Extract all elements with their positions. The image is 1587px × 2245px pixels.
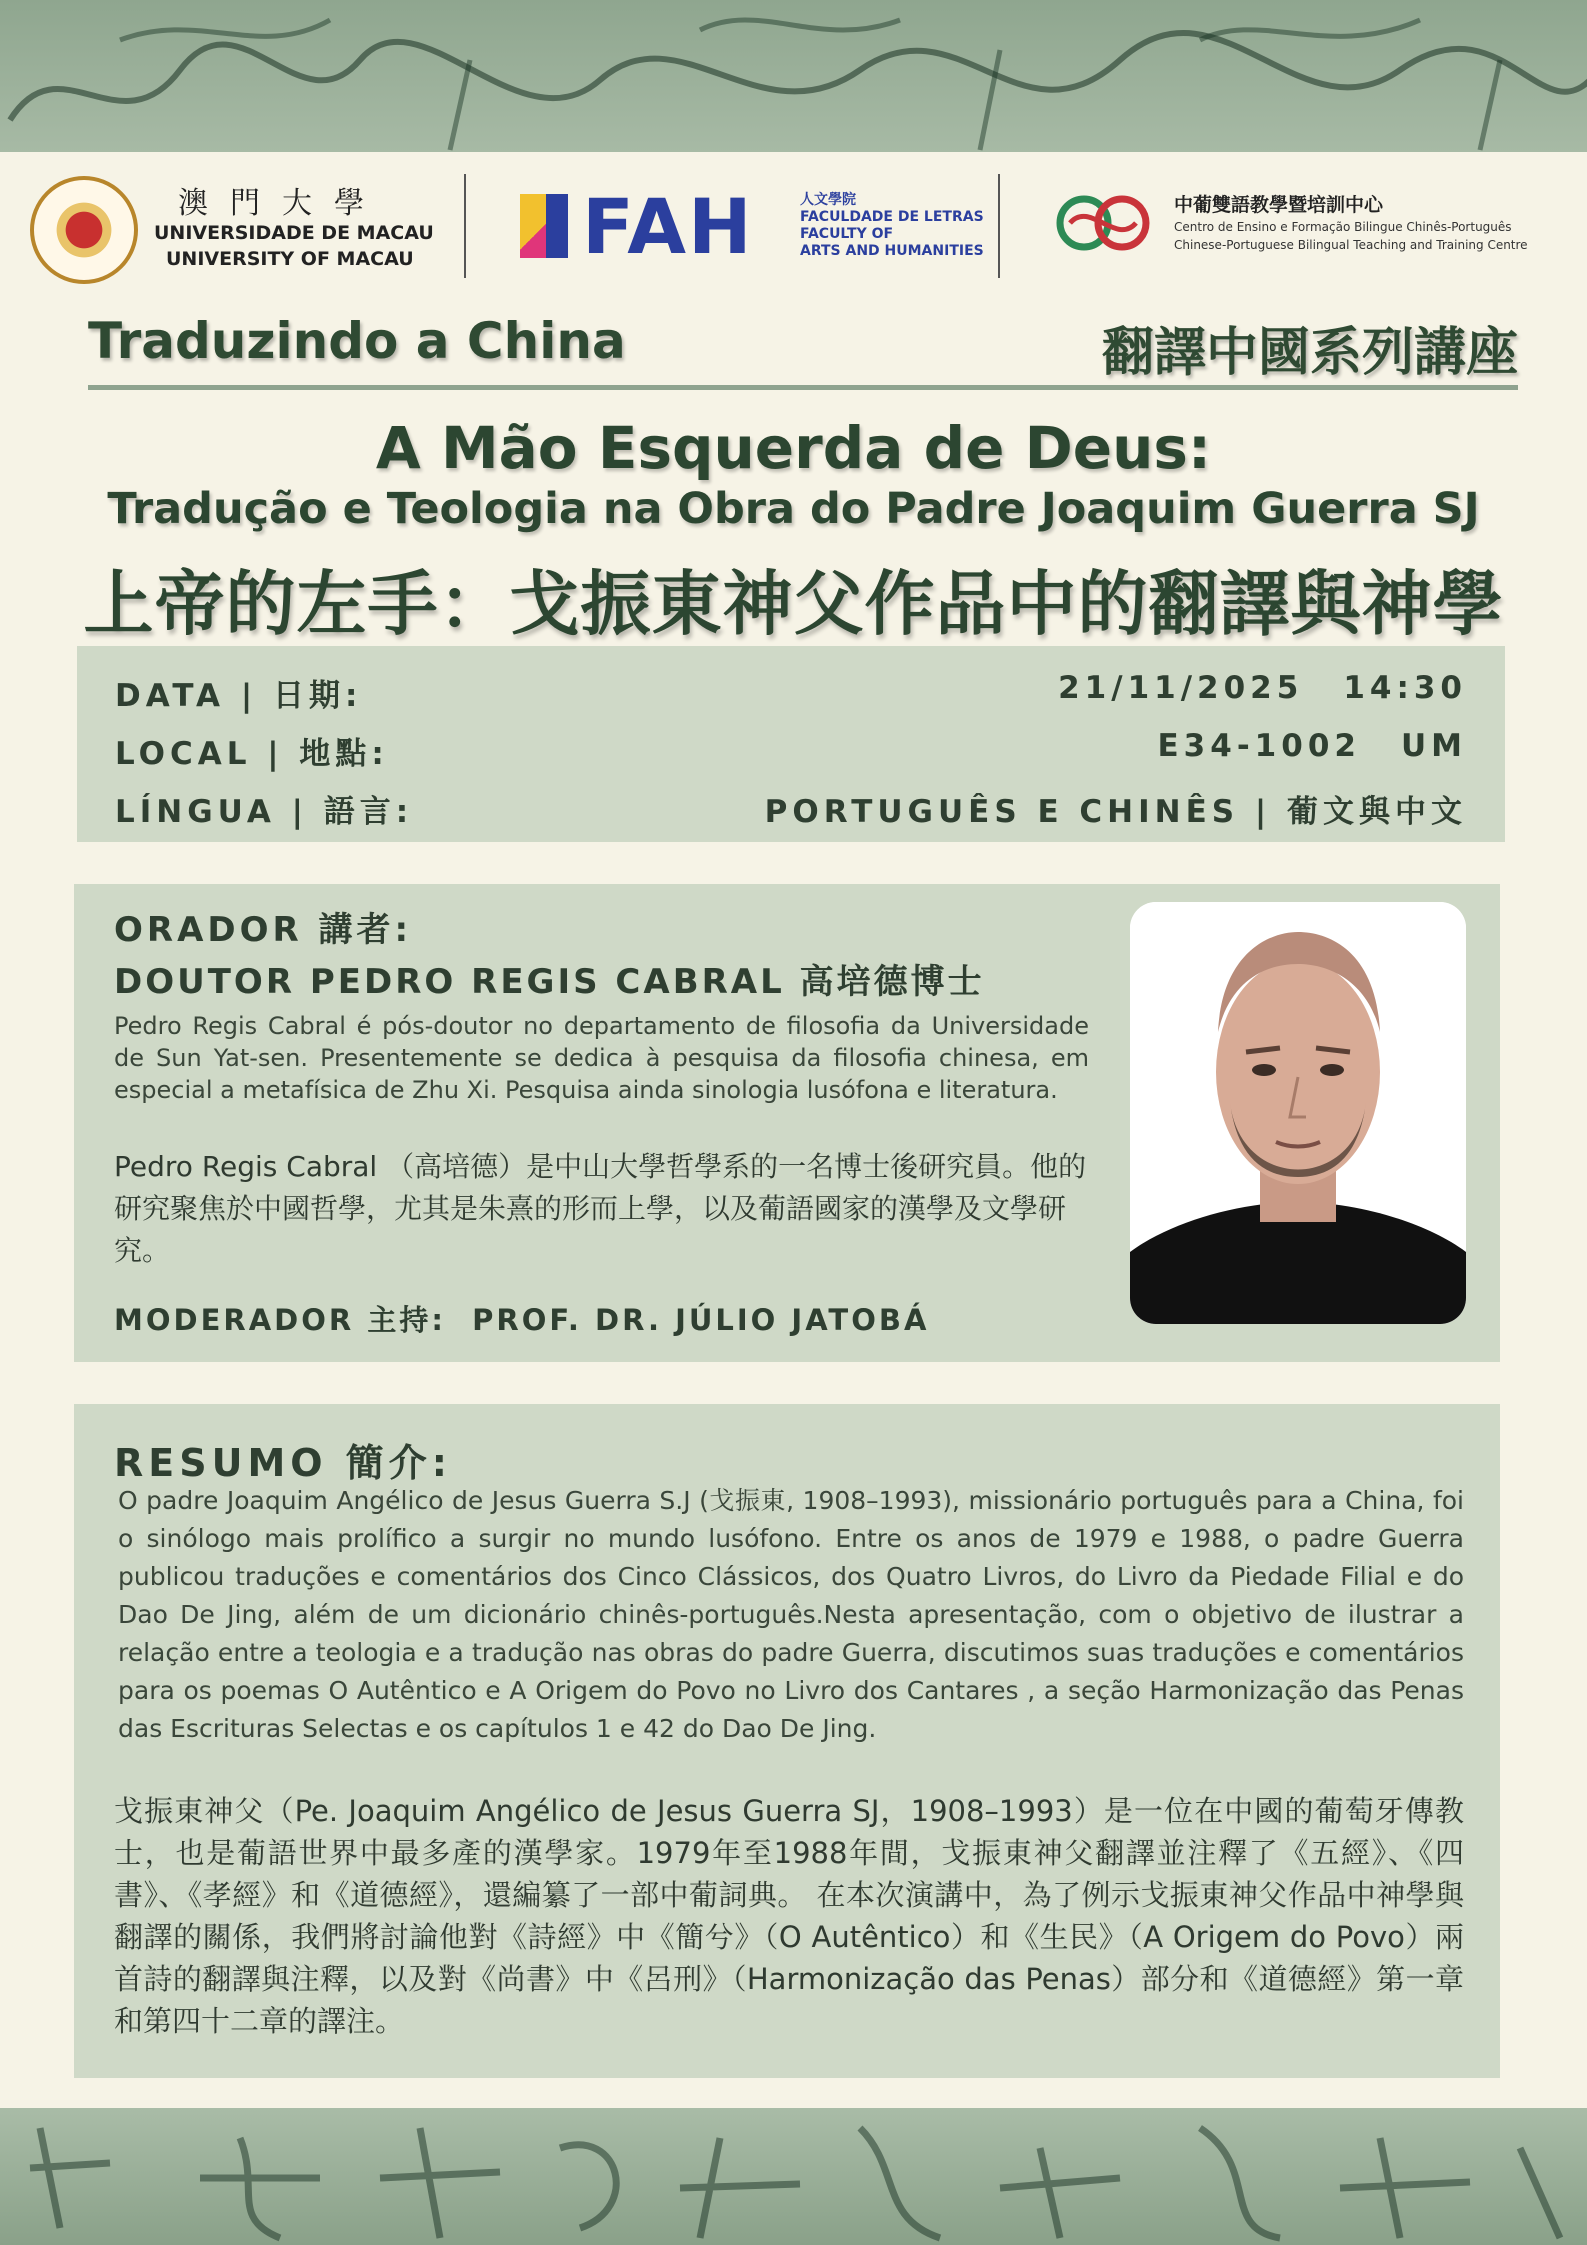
speaker-box xyxy=(74,884,1500,1362)
fah-chinese: 人文學院 xyxy=(800,192,856,208)
speaker-bio-portuguese: Pedro Regis Cabral é pós-doutor no departamento de filosofia da Universidade de Sun Yat-sen. Presentemente se dedica à pesquisa da filosofia chinesa, em especial a metafísica de Zhu Xi. Pesquisa ainda sinologia lusófona e literatura. xyxy=(114,1012,1089,1104)
bilingual-centre-logo xyxy=(1050,186,1560,266)
campus: UM xyxy=(1400,728,1467,764)
logo-divider xyxy=(464,174,466,278)
series-header xyxy=(88,304,1518,390)
moderator-name: PROF. DR. JÚLIO JATOBÁ xyxy=(472,1303,930,1337)
time: 14:30 xyxy=(1343,670,1467,706)
fah-english-1: FACULTY OF xyxy=(800,226,894,242)
series-title-chinese: 翻譯中國系列講座 xyxy=(1101,323,1518,383)
speaker-photo xyxy=(1130,902,1466,1324)
centre-portuguese-name: Centro de Ensino e Formação Bilingue Chinês-Português xyxy=(1174,220,1512,234)
abstract-portuguese: O padre Joaquim Angélico de Jesus Guerra S.J (戈振東, 1908–1993), missionário português para a China, foi o sinólogo mais prolífico a surgir no mundo lusófono. Entre os anos de 1979 e 1988, o padre Guerra publicou traduções e comentários dos Cinco Clássicos, dos Quatro Livros, do Livro da Piedade Filial e do Dao De Jing, além de um dicionário chinês-português.Nesta apresentação, com o objetivo de ilustrar a relação entre a teologia e a tradução nas obras do padre Guerra, discutimos suas traduções e comentários para os poemas O Autêntico e A Origem do Povo no Livro dos Cantares , a seção Harmonização das Penas das Escrituras Selectas e os capítulos 1 e 42 do Dao De Jing. xyxy=(118,1486,1464,1743)
centre-chinese-name: 中葡雙語教學暨培訓中心 xyxy=(1174,194,1384,216)
abstract-label: RESUMO 簡介: xyxy=(114,1441,452,1485)
university-of-macau-logo xyxy=(30,172,434,282)
language-value: PORTUGUÊS E CHINÊS | 葡文與中文 xyxy=(764,794,1467,830)
event-info-box xyxy=(77,646,1505,842)
fah-acronym: FAH xyxy=(582,182,754,271)
abstract-box xyxy=(74,1404,1500,2078)
calligraphy-strokes-bottom xyxy=(0,2108,1587,2245)
um-english-name: UNIVERSITY OF MACAU xyxy=(166,248,414,270)
fah-portuguese: FACULDADE DE LETRAS xyxy=(800,209,984,225)
logos-row xyxy=(30,168,1560,288)
bottom-calligraphy-band xyxy=(0,2108,1587,2245)
abstract-chinese: 戈振東神父（Pe. Joaquim Angélico de Jesus Guerra SJ，1908–1993）是一位在中國的葡萄牙傳教士，也是葡語世界中最多產的漢學家。1979年至1988年間，戈振東神父翻譯並注釋了《五經》、《四書》、《孝經》和《道德經》，還編纂了一部中葡詞典。 在本次演講中，為了例示戈振東神父作品中神學與翻譯的關係，我們將討論他對《詩經》中《簡兮》（O Autêntico）和《生民》（A Origem do Povo）兩首詩的翻譯與注釋，以及對《尚書》中《呂刑》（Harmonização das Penas）部分和《道德經》第一章和第四十二章的譯注。 xyxy=(114,1794,1464,2038)
lecture-title-chinese: 上帝的左手：戈振東神父作品中的翻譯與神學 xyxy=(83,563,1504,645)
fah-english-2: ARTS AND HUMANITIES xyxy=(800,243,984,259)
speaker-label: ORADOR 講者: xyxy=(114,910,413,950)
series-title-portuguese: Traduzindo a China xyxy=(88,312,626,370)
speaker-bio-chinese: Pedro Regis Cabral （高培德）是中山大學哲學系的一名博士後研究員。他的研究聚焦於中國哲學，尤其是朱熹的形而上學，以及葡語國家的漢學及文學研究。 xyxy=(114,1150,1087,1267)
um-chinese-name: 澳門大學 xyxy=(178,186,386,221)
date-value xyxy=(1018,670,1467,706)
place-value xyxy=(1118,728,1468,764)
logo-divider xyxy=(998,174,1000,278)
date-row xyxy=(115,670,1467,720)
language-label: LÍNGUA | 語言: xyxy=(115,794,414,830)
date-label: DATA | 日期: xyxy=(115,678,363,714)
um-portuguese-name: UNIVERSIDADE DE MACAU xyxy=(154,222,434,244)
date: 21/11/2025 xyxy=(1058,670,1304,706)
centre-english-name: Chinese-Portuguese Bilingual Teaching and Training Centre xyxy=(1174,238,1528,252)
moderator-line xyxy=(114,1298,929,1339)
bilingual-centre-knot-icon xyxy=(1050,190,1156,256)
moderator-label: MODERADOR 主持: xyxy=(114,1303,446,1337)
lecture-title-line-1: A Mão Esquerda de Deus: xyxy=(375,414,1212,482)
room: E34-1002 xyxy=(1157,728,1361,764)
calligraphy-strokes-top xyxy=(0,0,1587,152)
top-calligraphy-band xyxy=(0,0,1587,152)
um-seal-icon xyxy=(30,176,138,284)
speaker-name: DOUTOR PEDRO REGIS CABRAL 高培德博士 xyxy=(114,962,985,1002)
place-label: LOCAL | 地點: xyxy=(115,736,389,772)
language-row xyxy=(115,786,1467,836)
lecture-title-line-2: Tradução e Teologia na Obra do Padre Joaquim Guerra SJ xyxy=(107,484,1480,534)
speaker-portrait-icon xyxy=(1130,902,1466,1324)
place-row xyxy=(115,728,1467,778)
fah-mark-icon xyxy=(520,194,568,258)
fah-logo xyxy=(520,182,984,271)
fah-subtitle xyxy=(800,192,984,260)
